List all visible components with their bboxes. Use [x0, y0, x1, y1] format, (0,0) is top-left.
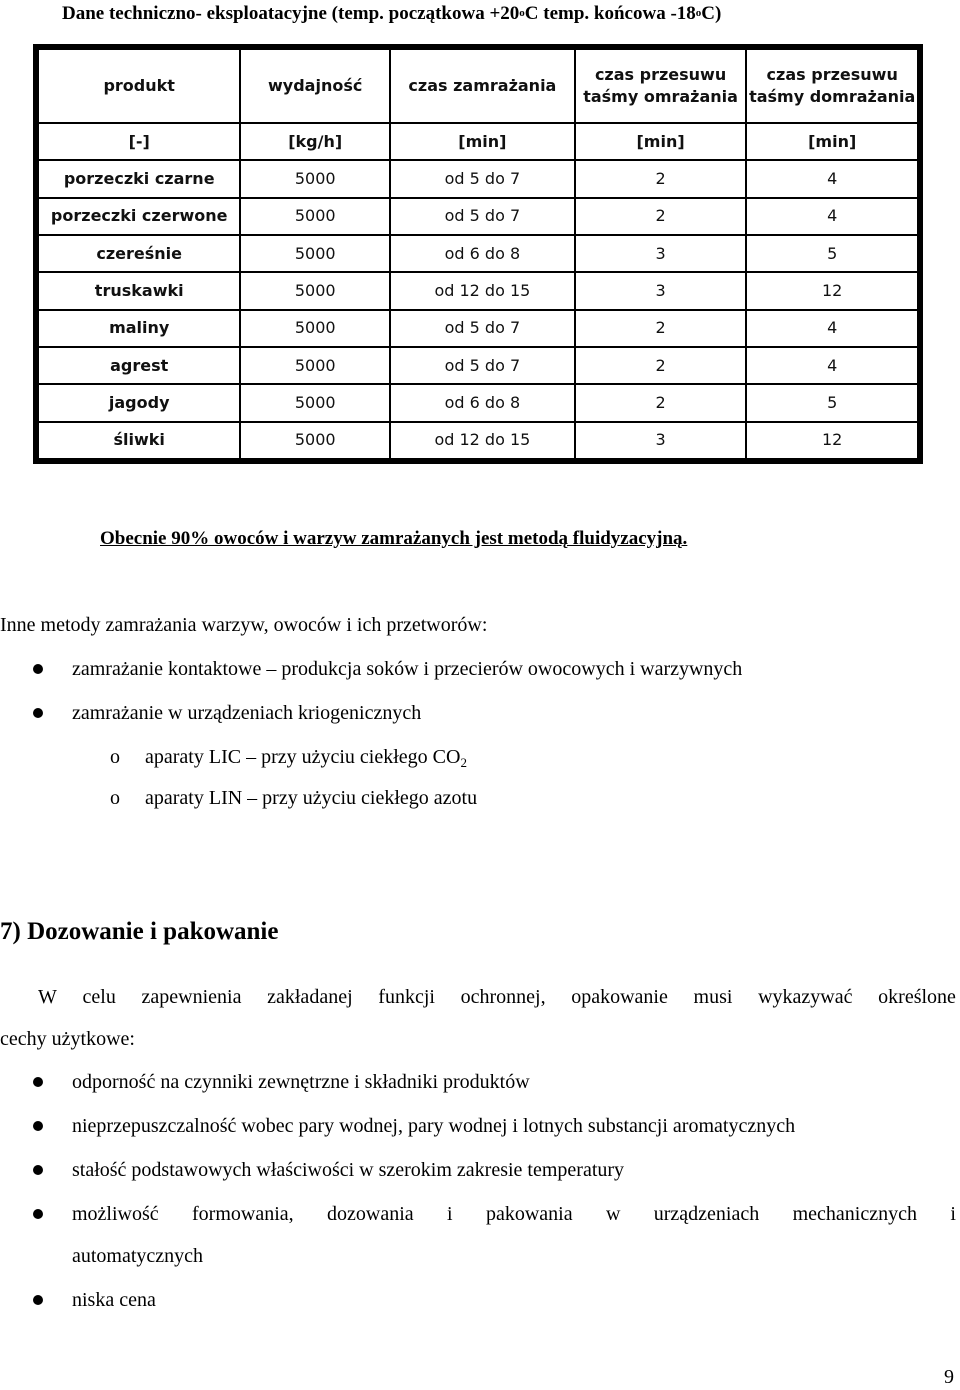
word: dozowania	[327, 1203, 414, 1225]
unit-cell: [-]	[38, 123, 240, 160]
feature-bullet: nieprzepuszczalność wobec pary wodnej, pary wodnej i lotnych substancji aromatycznych	[72, 1115, 796, 1137]
word: mechanicznych	[792, 1203, 917, 1225]
page-number: 9	[944, 1366, 954, 1388]
table-cell: 5	[746, 235, 918, 272]
word: w	[605, 1203, 621, 1225]
table-cell: od 5 do 7	[390, 160, 575, 197]
bullet-icon	[33, 1121, 43, 1131]
word: opakowanie	[571, 986, 668, 1008]
method-bullet: zamrażanie kontaktowe – produkcja soków i przecierów owocowych i warzywnych	[72, 658, 743, 680]
bullet-icon	[33, 708, 43, 718]
table-cell: od 5 do 7	[390, 347, 575, 384]
word: celu	[82, 986, 116, 1008]
feature-bullet: stałość podstawowych właściwości w szerokim zakresie temperatury	[72, 1159, 625, 1181]
feature-bullet: odporność na czynniki zewnętrzne i składniki produktów	[72, 1071, 530, 1093]
bullet-icon	[33, 1165, 43, 1175]
header-cell: produkt	[38, 49, 240, 123]
table-cell: 3	[575, 235, 747, 272]
word: pakowania	[485, 1203, 573, 1225]
table-cell: od 5 do 7	[390, 198, 575, 235]
table-cell: 5000	[240, 235, 390, 272]
word: możliwość	[72, 1203, 159, 1225]
unit-cell: [min]	[746, 123, 918, 160]
table-header-row	[38, 49, 918, 123]
word: urządzeniach	[653, 1203, 760, 1225]
table-cell: 5000	[240, 198, 390, 235]
table-cell: od 6 do 8	[390, 235, 575, 272]
table-cell: 3	[575, 272, 747, 309]
table-row	[38, 422, 918, 459]
method-bullet: zamrażanie w urządzeniach kriogenicznych	[72, 702, 422, 724]
word: formowania,	[192, 1203, 294, 1225]
table-cell: truskawki	[38, 272, 240, 309]
table-cell: 5000	[240, 160, 390, 197]
table-row	[38, 160, 918, 197]
table-cell: 4	[746, 310, 918, 347]
table-cell: agrest	[38, 347, 240, 384]
word: funkcji	[378, 986, 435, 1008]
table-cell: od 6 do 8	[390, 384, 575, 421]
word: ochronnej,	[460, 986, 546, 1008]
table-cell: 2	[575, 160, 747, 197]
header-cell: czas zamrażania	[390, 49, 575, 123]
word: i	[950, 1203, 956, 1225]
table-cell: maliny	[38, 310, 240, 347]
table-cell: od 12 do 15	[390, 272, 575, 309]
table-cell: 5000	[240, 347, 390, 384]
table-row	[38, 198, 918, 235]
header-cell: wydajność	[240, 49, 390, 123]
table-cell: 12	[746, 422, 918, 459]
word: i	[447, 1203, 453, 1225]
table-cell: 3	[575, 422, 747, 459]
table-cell: 2	[575, 198, 747, 235]
word: musi	[693, 986, 733, 1008]
table-cell: 5000	[240, 272, 390, 309]
section-title: 7) Dozowanie i pakowanie	[0, 918, 279, 945]
table-cell: od 5 do 7	[390, 310, 575, 347]
bullet-icon	[33, 1295, 43, 1305]
fluidization-note: Obecnie 90% owoców i warzyw zamrażanych jest metodą fluidyzacyjną.	[100, 528, 688, 549]
word: zapewnienia	[141, 986, 242, 1008]
word: zakładanej	[267, 986, 353, 1008]
table-cell: 5	[746, 384, 918, 421]
bullet-icon	[33, 1077, 43, 1087]
word: określone	[878, 986, 956, 1008]
table-row	[38, 272, 918, 309]
method-sub-item	[145, 744, 467, 772]
section-paragraph-line	[38, 984, 956, 1010]
unit-cell: [min]	[575, 123, 747, 160]
table-cell: czereśnie	[38, 235, 240, 272]
degree-mark: o	[695, 7, 702, 19]
feature-bullet: niska cena	[72, 1289, 156, 1311]
table-cell: od 12 do 15	[390, 422, 575, 459]
table-cell: 4	[746, 160, 918, 197]
heading-part2: C temp. końcowa -18	[524, 3, 696, 24]
table-row	[38, 235, 918, 272]
table-cell: jagody	[38, 384, 240, 421]
table-row	[38, 310, 918, 347]
bullet-icon	[33, 664, 43, 674]
header-cell: czas przesuwu taśmy omrażania	[575, 49, 747, 123]
unit-cell: [min]	[390, 123, 575, 160]
table-cell: 5000	[240, 310, 390, 347]
table-row	[38, 347, 918, 384]
feature-bullet-continuation: automatycznych	[72, 1245, 204, 1267]
methods-intro: Inne metody zamrażania warzyw, owoców i ich przetworów:	[0, 614, 488, 636]
sub-item-text: aparaty LIC – przy użyciu ciekłego CO	[145, 746, 461, 768]
table-cell: 2	[575, 347, 747, 384]
table-cell: porzeczki czerwone	[38, 198, 240, 235]
unit-cell: [kg/h]	[240, 123, 390, 160]
word: wykazywać	[758, 986, 853, 1008]
section-paragraph-line: cechy użytkowe:	[0, 1028, 135, 1050]
table-cell: 5000	[240, 422, 390, 459]
table-row	[38, 384, 918, 421]
sub-bullet-marker: o	[110, 746, 120, 768]
word: W	[38, 986, 57, 1008]
header-cell: czas przesuwu taśmy domrażania	[746, 49, 918, 123]
subscript: 2	[460, 755, 467, 770]
table-cell: śliwki	[38, 422, 240, 459]
sub-bullet-marker: o	[110, 787, 120, 809]
table-cell: 2	[575, 310, 747, 347]
table-cell: 5000	[240, 384, 390, 421]
table-cell: porzeczki czarne	[38, 160, 240, 197]
table-cell: 2	[575, 384, 747, 421]
bullet-icon	[33, 1209, 43, 1219]
table-cell: 4	[746, 198, 918, 235]
heading-part3: C)	[701, 3, 722, 24]
heading-part1: Dane techniczno- eksploatacyjne (temp. początkowa +20	[62, 3, 520, 24]
page-heading	[62, 0, 721, 28]
technical-data-table	[33, 44, 923, 464]
degree-mark: o	[519, 7, 525, 19]
table-cell: 12	[746, 272, 918, 309]
table-units-row	[38, 123, 918, 160]
table-cell: 4	[746, 347, 918, 384]
feature-bullet	[72, 1201, 956, 1227]
method-sub-item: aparaty LIN – przy użyciu ciekłego azotu	[145, 787, 478, 809]
